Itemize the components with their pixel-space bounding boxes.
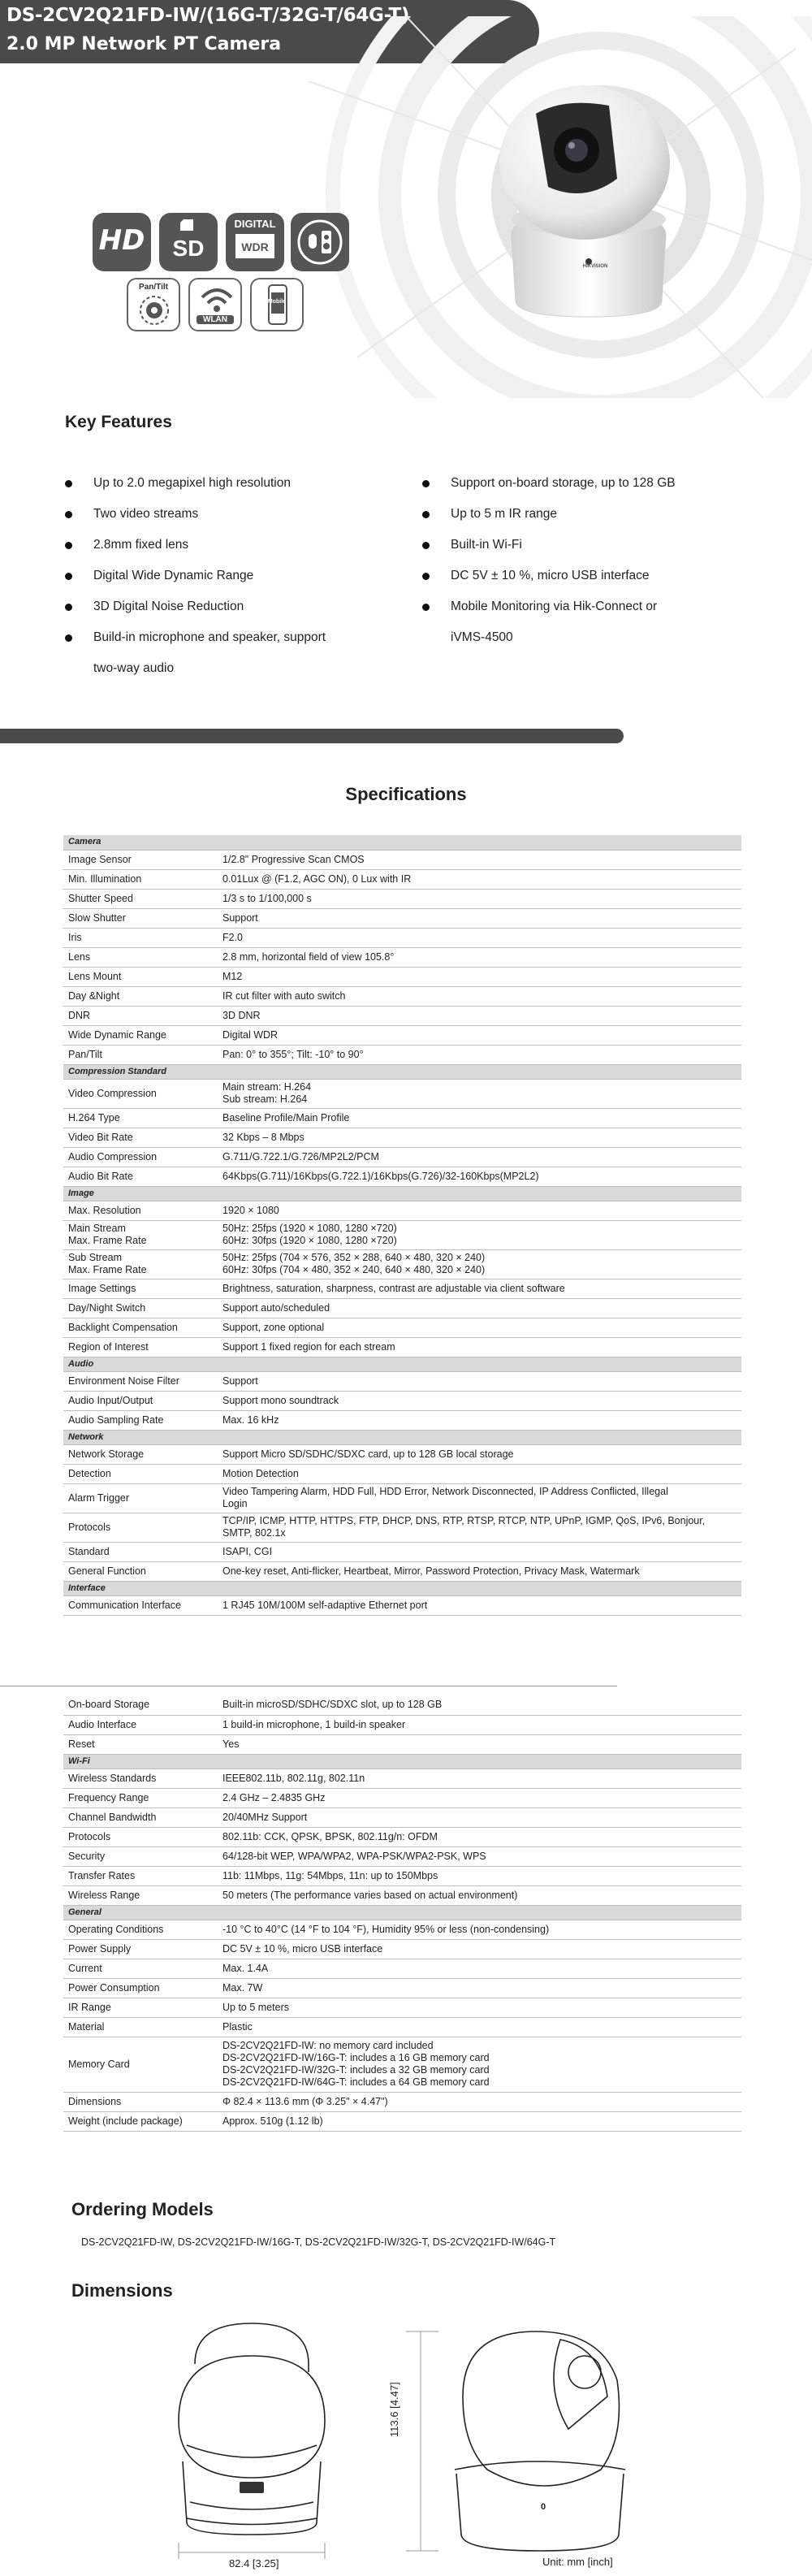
spec-row bbox=[63, 1885, 741, 1905]
spec-value: Built-in microSD/SDHC/SDXC slot, up to 128 GB bbox=[222, 1699, 443, 1711]
spec-label: Min. Illumination bbox=[68, 872, 142, 885]
spec-value: 20/40MHz Support bbox=[222, 1811, 308, 1823]
spec-value: DC 5V ± 10 %, micro USB interface bbox=[222, 1942, 383, 1955]
spec-value: Motion Detection bbox=[222, 1467, 299, 1479]
spec-row bbox=[63, 1978, 741, 1998]
spec-row bbox=[63, 1542, 741, 1561]
feature-item: Up to 2.0 megapixel high resolution bbox=[65, 476, 414, 507]
spec-value: Sub stream: H.264 bbox=[222, 1093, 308, 1105]
spec-section-header: Compression Standard bbox=[63, 1064, 741, 1079]
spec-row bbox=[63, 1483, 741, 1513]
spec-row bbox=[63, 2037, 741, 2092]
spec-row bbox=[63, 1715, 741, 1734]
spec-label: Current bbox=[68, 1962, 102, 1974]
spec-value: Up to 5 meters bbox=[222, 2001, 289, 2013]
spec-value: 64Kbps(G.711)/16Kbps(G.722.1)/16Kbps(G.726)/32-160Kbps(MP2L2) bbox=[222, 1170, 539, 1182]
spec-label: Max. Frame Rate bbox=[68, 1235, 147, 1246]
feature-item: Build-in microphone and speaker, support two-way audio bbox=[65, 630, 414, 679]
spec-value: IR cut filter with auto switch bbox=[222, 989, 346, 1002]
spec-row bbox=[63, 1959, 741, 1978]
spec-row bbox=[63, 1025, 741, 1045]
brand-mark: HIKVISION bbox=[582, 264, 608, 269]
spec-value: Max. 7W bbox=[222, 1981, 263, 1994]
digital-wdr-icon: DIGITAL WDR bbox=[226, 213, 284, 271]
spec-label: Max. Resolution bbox=[68, 1204, 141, 1216]
spec-row bbox=[63, 1201, 741, 1220]
sd-icon: SD bbox=[159, 213, 218, 271]
spec-row bbox=[63, 1108, 741, 1128]
ordering-models-title: Ordering Models bbox=[71, 2199, 214, 2219]
spec-row bbox=[63, 1734, 741, 1754]
dimension-drawing bbox=[162, 2307, 666, 2576]
spec-row bbox=[63, 1249, 741, 1279]
spec-section-header: Camera bbox=[63, 835, 741, 850]
spec-value: Support bbox=[222, 911, 258, 924]
model-title: DS-2CV2Q21FD-IW/(16G-T/32G-T/64G-T) bbox=[6, 5, 410, 26]
spec-label: Memory Card bbox=[68, 2058, 130, 2070]
spec-label: DNR bbox=[68, 1009, 91, 1021]
spec-value: IEEE802.11b, 802.11g, 802.11n bbox=[222, 1772, 365, 1784]
spec-label: Frequency Range bbox=[68, 1791, 149, 1803]
spec-value: TCP/IP, ICMP, HTTP, HTTPS, FTP, DHCP, DNS, RTP, RTSP, RTCP, NTP, UPnP, IGMP, QoS, IPv6, Bonjour, bbox=[222, 1515, 706, 1526]
spec-label: Audio Bit Rate bbox=[68, 1170, 133, 1182]
spec-value: Digital WDR bbox=[222, 1028, 279, 1041]
spec-row bbox=[63, 1318, 741, 1337]
spec-label: Wireless Range bbox=[68, 1889, 140, 1901]
spec-label: Backlight Compensation bbox=[68, 1321, 178, 1333]
feature-item: 3D Digital Noise Reduction bbox=[65, 600, 414, 630]
spec-label: Security bbox=[68, 1850, 106, 1862]
spec-row bbox=[63, 1939, 741, 1959]
spec-value: Max. 1.4A bbox=[222, 1962, 269, 1974]
spec-label: Day/Night Switch bbox=[68, 1301, 146, 1314]
spec-label: On-board Storage bbox=[68, 1699, 150, 1711]
spec-value: One-key reset, Anti-flicker, Heartbeat, Mirror, Password Protection, Privacy Mask, Watermark bbox=[222, 1565, 640, 1577]
spec-value: Brightness, saturation, sharpness, contrast are adjustable via client software bbox=[222, 1282, 565, 1294]
spec-value: Main stream: H.264 bbox=[222, 1081, 312, 1093]
spec-label: Max. Frame Rate bbox=[68, 1264, 147, 1275]
dimensions-title: Dimensions bbox=[71, 2280, 173, 2301]
spec-label: Lens bbox=[68, 950, 91, 963]
spec-value: DS-2CV2Q21FD-IW: no memory card included bbox=[222, 2040, 434, 2051]
spec-section-header: Interface bbox=[63, 1581, 741, 1595]
spec-label: Image Settings bbox=[68, 1282, 136, 1294]
spec-value: 50Hz: 25fps (704 × 576, 352 × 288, 640 × 480, 320 × 240) bbox=[222, 1252, 486, 1263]
spec-row bbox=[63, 1337, 741, 1357]
spec-row bbox=[63, 1695, 741, 1715]
spec-label: IR Range bbox=[68, 2001, 111, 2013]
spec-label: Video Bit Rate bbox=[68, 1131, 133, 1143]
spec-label: Wireless Standards bbox=[68, 1772, 157, 1784]
spec-value: Support mono soundtrack bbox=[222, 1394, 339, 1406]
feature-item: Digital Wide Dynamic Range bbox=[65, 569, 414, 600]
spec-value: 50Hz: 25fps (1920 × 1080, 1280 ×720) bbox=[222, 1223, 397, 1234]
spec-row bbox=[63, 1391, 741, 1410]
spec-row bbox=[63, 1045, 741, 1064]
spec-label: Iris bbox=[68, 931, 82, 943]
spec-label: Transfer Rates bbox=[68, 1869, 136, 1881]
spec-label: Detection bbox=[68, 1467, 111, 1479]
spec-value: SMTP, 802.1x bbox=[222, 1527, 286, 1539]
spec-value: 11b: 11Mbps, 11g: 54Mbps, 11n: up to 150Mbps bbox=[222, 1869, 438, 1881]
spec-label: Day &Night bbox=[68, 989, 120, 1002]
feature-item: DC 5V ± 10 %, micro USB interface bbox=[422, 569, 771, 600]
spec-row bbox=[63, 1998, 741, 2017]
spec-label: Sub Stream bbox=[68, 1252, 123, 1263]
spec-value: Support Micro SD/SDHC/SDXC card, up to 128 GB local storage bbox=[222, 1448, 514, 1460]
spec-value: F2.0 bbox=[222, 931, 244, 943]
spec-row bbox=[63, 1920, 741, 1939]
spec-section-header: Wi-Fi bbox=[63, 1754, 741, 1769]
spec-value: Baseline Profile/Main Profile bbox=[222, 1111, 350, 1123]
spec-row bbox=[63, 1808, 741, 1827]
spec-label: Material bbox=[68, 2020, 105, 2033]
spec-row bbox=[63, 986, 741, 1006]
dimension-width-label: 82.4 [3.25] bbox=[229, 2557, 279, 2570]
spec-row bbox=[63, 1410, 741, 1430]
spec-value: Plastic bbox=[222, 2020, 253, 2033]
spec-value: Support auto/scheduled bbox=[222, 1301, 330, 1314]
spec-label: Dimensions bbox=[68, 2095, 122, 2107]
spec-value: ISAPI, CGI bbox=[222, 1545, 273, 1557]
spec-label: Reset bbox=[68, 1738, 95, 1750]
ordering-models-list: DS-2CV2Q21FD-IW, DS-2CV2Q21FD-IW/16G-T, DS-2CV2Q21FD-IW/32G-T, DS-2CV2Q21FD-IW/64G-T bbox=[81, 2236, 556, 2248]
spec-value: M12 bbox=[222, 970, 243, 982]
feature-item: Support on-board storage, up to 128 GB bbox=[422, 476, 771, 507]
spec-label: Audio Input/Output bbox=[68, 1394, 153, 1406]
spec-row bbox=[63, 1006, 741, 1025]
spec-row bbox=[63, 2092, 741, 2111]
spec-row bbox=[63, 1128, 741, 1147]
spec-row bbox=[63, 967, 741, 986]
spec-row bbox=[63, 1371, 741, 1391]
spec-value: 64/128-bit WEP, WPA/WPA2, WPA-PSK/WPA2-PSK, WPS bbox=[222, 1850, 486, 1862]
dimension-side-marking: 0 bbox=[541, 2502, 546, 2512]
spec-value: 50 meters (The performance varies based on actual environment) bbox=[222, 1889, 518, 1901]
spec-value: 1920 × 1080 bbox=[222, 1204, 279, 1216]
spec-value: 2.4 GHz – 2.4835 GHz bbox=[222, 1791, 326, 1803]
spec-row bbox=[63, 947, 741, 967]
key-features-title: Key Features bbox=[65, 413, 172, 431]
spec-label: Video Compression bbox=[68, 1087, 157, 1099]
spec-label: Alarm Trigger bbox=[68, 1491, 130, 1504]
feature-item: Built-in Wi-Fi bbox=[422, 538, 771, 569]
feature-item: 2.8mm fixed lens bbox=[65, 538, 414, 569]
spec-label: Protocols bbox=[68, 1521, 111, 1533]
spec-value: DS-2CV2Q21FD-IW/64G-T: includes a 64 GB memory card bbox=[222, 2076, 490, 2088]
dimension-height-label: 113.6 [4.47] bbox=[388, 2382, 400, 2437]
spec-row bbox=[63, 2017, 741, 2037]
spec-value: 60Hz: 30fps (1920 × 1080, 1280 ×720) bbox=[222, 1235, 397, 1246]
spec-row bbox=[63, 1769, 741, 1788]
spec-label: Shutter Speed bbox=[68, 892, 133, 904]
spec-value: 32 Kbps – 8 Mbps bbox=[222, 1131, 304, 1143]
dimension-unit-label: Unit: mm [inch] bbox=[542, 2556, 613, 2568]
spec-label: Operating Conditions bbox=[68, 1923, 164, 1935]
spec-row bbox=[63, 1464, 741, 1483]
spec-value: 802.11b: CCK, QPSK, BPSK, 802.11g/n: OFDM bbox=[222, 1830, 438, 1842]
hd-icon: HD bbox=[93, 213, 151, 271]
spec-section-header: Image bbox=[63, 1186, 741, 1201]
spec-value: Support 1 fixed region for each stream bbox=[222, 1340, 395, 1353]
spec-row bbox=[63, 2111, 741, 2131]
spec-row bbox=[63, 1866, 741, 1885]
spec-value: Support, zone optional bbox=[222, 1321, 325, 1333]
spec-label: Audio Compression bbox=[68, 1150, 158, 1162]
spec-label: Wide Dynamic Range bbox=[68, 1028, 166, 1041]
key-features-right-list bbox=[422, 476, 771, 648]
spec-label: Standard bbox=[68, 1545, 110, 1557]
spec-value: 0.01Lux @ (F1.2, AGC ON), 0 Lux with IR bbox=[222, 872, 412, 885]
spec-row bbox=[63, 1846, 741, 1866]
feature-item: Up to 5 m IR range bbox=[422, 507, 771, 538]
spec-value: 1/3 s to 1/100,000 s bbox=[222, 892, 312, 904]
spec-section-header: Network bbox=[63, 1430, 741, 1444]
spec-row bbox=[63, 1167, 741, 1186]
feature-item: Mobile Monitoring via Hik-Connect or iVMS-4500 bbox=[422, 600, 771, 648]
spec-row bbox=[63, 1513, 741, 1542]
spec-value: Approx. 510g (1.12 lb) bbox=[222, 2115, 323, 2127]
spec-label: Main Stream bbox=[68, 1223, 126, 1234]
spec-row bbox=[63, 1444, 741, 1464]
section-divider-bar bbox=[0, 729, 624, 743]
spec-row bbox=[63, 889, 741, 908]
specifications-title: Specifications bbox=[345, 784, 467, 804]
spec-row bbox=[63, 1279, 741, 1298]
spec-row bbox=[63, 928, 741, 947]
spec-value: 60Hz: 30fps (704 × 480, 352 × 240, 640 × 480, 320 × 240) bbox=[222, 1264, 486, 1275]
spec-label: Slow Shutter bbox=[68, 911, 126, 924]
spec-row bbox=[63, 908, 741, 928]
spec-label: Power Consumption bbox=[68, 1981, 160, 1994]
product-name: 2.0 MP Network PT Camera bbox=[6, 34, 282, 54]
spec-label: Channel Bandwidth bbox=[68, 1811, 157, 1823]
spec-value: Pan: 0° to 355°; Tilt: -10° to 90° bbox=[222, 1048, 364, 1060]
spec-label: Image Sensor bbox=[68, 853, 132, 865]
pan-tilt-icon: Pan/Tilt bbox=[127, 278, 180, 331]
spec-row bbox=[63, 1147, 741, 1167]
spec-row bbox=[63, 850, 741, 869]
spec-label: H.264 Type bbox=[68, 1111, 120, 1123]
spec-label: Audio Interface bbox=[68, 1718, 137, 1730]
spec-label: Communication Interface bbox=[68, 1599, 181, 1611]
spec-label: Region of Interest bbox=[68, 1340, 149, 1353]
spec-row bbox=[63, 869, 741, 889]
spec-row bbox=[63, 1788, 741, 1808]
spec-value: G.711/G.722.1/G.726/MP2L2/PCM bbox=[222, 1150, 379, 1162]
spec-label: Power Supply bbox=[68, 1942, 132, 1955]
spec-label: Environment Noise Filter bbox=[68, 1375, 179, 1387]
spec-value: Yes bbox=[222, 1738, 240, 1750]
spec-value: Support bbox=[222, 1375, 258, 1387]
spec-label: Audio Sampling Rate bbox=[68, 1414, 164, 1426]
spec-table-part-2 bbox=[63, 1695, 741, 2132]
spec-row bbox=[63, 1079, 741, 1108]
spec-section-header: Audio bbox=[63, 1357, 741, 1371]
spec-label: Weight (include package) bbox=[68, 2115, 183, 2127]
spec-label: General Function bbox=[68, 1565, 146, 1577]
spec-value: 3D DNR bbox=[222, 1009, 261, 1021]
spec-value: DS-2CV2Q21FD-IW/16G-T: includes a 16 GB memory card bbox=[222, 2052, 490, 2063]
spec-value: 1 RJ45 10M/100M self-adaptive Ethernet port bbox=[222, 1599, 428, 1611]
spec-row bbox=[63, 1220, 741, 1249]
spec-label: Protocols bbox=[68, 1830, 111, 1842]
spec-section-header: General bbox=[63, 1905, 741, 1920]
spec-value: Video Tampering Alarm, HDD Full, HDD Error, Network Disconnected, IP Address Conflicted, Illegal bbox=[222, 1486, 668, 1497]
camera-product-image bbox=[487, 81, 690, 325]
spec-row bbox=[63, 1595, 741, 1615]
microphone-speaker-icon bbox=[291, 213, 349, 271]
spec-value: Max. 16 kHz bbox=[222, 1414, 279, 1426]
feature-item: Two video streams bbox=[65, 507, 414, 538]
spec-value: 1/2.8" Progressive Scan CMOS bbox=[222, 853, 365, 865]
spec-label: Network Storage bbox=[68, 1448, 145, 1460]
spec-value: 2.8 mm, horizontal field of view 105.8° bbox=[222, 950, 395, 963]
spec-value: -10 °C to 40°C (14 °F to 104 °F), Humidity 95% or less (non-condensing) bbox=[222, 1923, 550, 1935]
spec-value: Login bbox=[222, 1498, 248, 1509]
spec-label: Pan/Tilt bbox=[68, 1048, 102, 1060]
spec-row bbox=[63, 1827, 741, 1846]
spec-value: DS-2CV2Q21FD-IW/32G-T: includes a 32 GB memory card bbox=[222, 2064, 490, 2076]
spec-row bbox=[63, 1298, 741, 1318]
spec-value: 1 build-in microphone, 1 build-in speaker bbox=[222, 1718, 406, 1730]
spec-label: Lens Mount bbox=[68, 970, 122, 982]
key-features-left-list bbox=[65, 476, 414, 679]
wlan-icon: WLAN bbox=[188, 278, 242, 331]
mobile-icon: Mobile bbox=[250, 278, 304, 331]
spec-value: Φ 82.4 × 113.6 mm (Φ 3.25" × 4.47") bbox=[222, 2095, 388, 2107]
spec-table-part-1 bbox=[63, 835, 741, 1616]
spec-row bbox=[63, 1561, 741, 1581]
